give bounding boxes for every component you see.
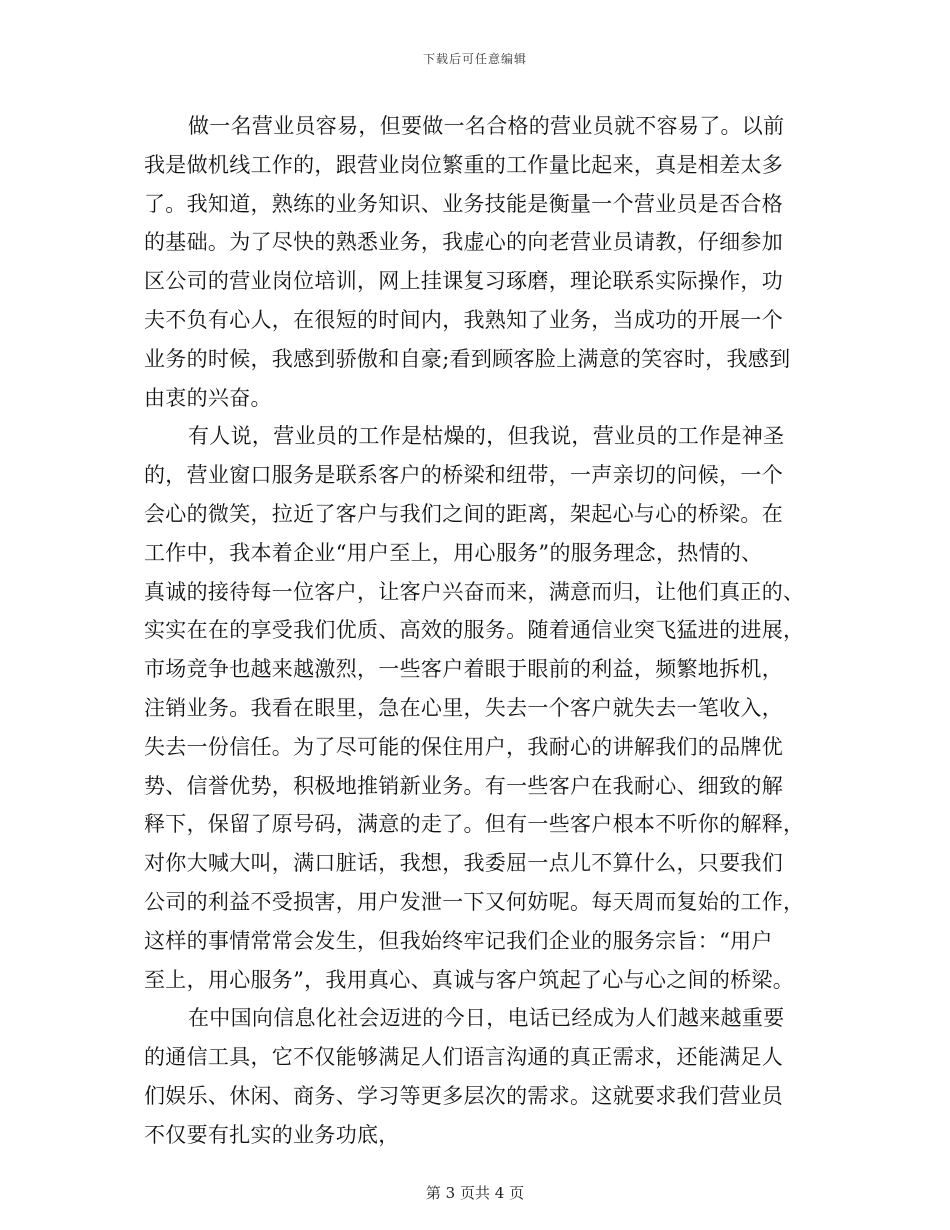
text-line: 的通信工具，它不仅能够满足人们语言沟通的真正需求，还能满足人 xyxy=(144,1045,783,1070)
text-line: 这样的事情常常会发生，但我始终牢记我们企业的服务宗旨：“用户 xyxy=(144,928,773,953)
text-line: 在中国向信息化社会迈进的今日，电话已经成为人们越来越重要 xyxy=(188,1006,785,1031)
text-line: 至上，用心服务”，我用真心、真诚与客户筑起了心与心之间的桥梁。 xyxy=(144,967,795,992)
text-line: 公司的利益不受损害，用户发泄一下又何妨呢。每天周而复始的工作， xyxy=(144,889,805,914)
text-line: 注销业务。我看在眼里，急在心里，失去一个客户就失去一笔收入， xyxy=(144,695,783,720)
text-line: 会心的微笑，拉近了客户与我们之间的距离，架起心与心的桥梁。在 xyxy=(144,501,783,526)
text-line: 实实在在的享受我们优质、高效的服务。随着通信业突飞猛进的进展， xyxy=(144,618,805,643)
body-text xyxy=(144,107,816,1155)
page-header: 下载后可任意编辑 xyxy=(422,52,527,66)
text-line: 释下，保留了原号码，满意的走了。但有一些客户根本不听你的解释， xyxy=(144,812,805,837)
text-line: 工作中，我本着企业“用户至上，用心服务”的服务理念，热情的、 xyxy=(144,540,763,565)
text-line: 由衷的兴奋。 xyxy=(144,385,272,410)
paragraph-1 xyxy=(144,107,816,417)
text-line: 势、信誉优势，积极地推销新业务。有一些客户在我耐心、细致的解 xyxy=(144,773,783,798)
text-line: 做一名营业员容易，但要做一名合格的营业员就不容易了。以前 xyxy=(188,114,785,138)
text-line: 有人说，营业员的工作是枯燥的，但我说，营业员的工作是神圣 xyxy=(188,424,785,449)
text-line: 市场竞争也越来越激烈，一些客户着眼于眼前的利益，频繁地拆机， xyxy=(144,657,783,682)
text-line: 区公司的营业岗位培训，网上挂课复习琢磨，理论联系实际操作，功 xyxy=(144,269,783,294)
paragraph-2 xyxy=(144,417,816,999)
text-line: 我是做机线工作的，跟营业岗位繁重的工作量比起来，真是相差太多 xyxy=(144,152,783,177)
text-line: 的基础。为了尽快的熟悉业务，我虚心的向老营业员请教，仔细参加 xyxy=(144,230,783,255)
text-line: 失去一份信任。为了尽可能的保住用户，我耐心的讲解我们的品牌优 xyxy=(144,734,783,759)
text-line: 了。我知道，熟练的业务知识、业务技能是衡量一个营业员是否合格 xyxy=(144,191,783,216)
text-line: 们娱乐、休闲、商务、学习等更多层次的需求。这就要求我们营业员 xyxy=(144,1083,783,1108)
text-line: 真诚的接待每一位客户，让客户兴奋而来，满意而归，让他们真正的、 xyxy=(144,579,805,604)
paragraph-3 xyxy=(144,999,816,1154)
page-footer: 第 3 页共 4 页 xyxy=(425,1184,525,1202)
text-line: 对你大喊大叫，满口脏话，我想，我委屈一点儿不算什么，只要我们 xyxy=(144,851,783,876)
text-line: 的，营业窗口服务是联系客户的桥梁和纽带，一声亲切的问候，一个 xyxy=(144,463,783,488)
text-line: 夫不负有心人，在很短的时间内，我熟知了业务，当成功的开展一个 xyxy=(144,307,783,332)
text-line: 不仅要有扎实的业务功底， xyxy=(144,1122,400,1147)
text-line: 业务的时候，我感到骄傲和自豪;看到顾客脸上满意的笑容时，我感到 xyxy=(144,346,791,371)
